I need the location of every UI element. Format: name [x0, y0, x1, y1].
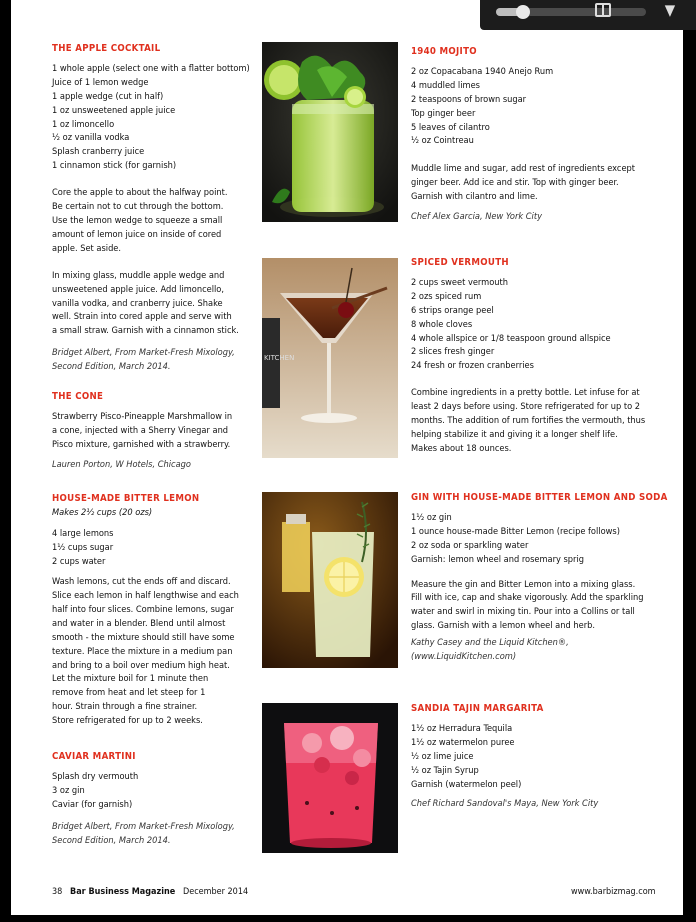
page-slider-knob[interactable] — [516, 5, 530, 19]
bitter-lemon-instructions: Wash lemons, cut the ends off and discard. Slice each lemon in half lengthwise and each half into four slices. Combine lemons, sugar and water in a blender. Blend until almost smooth - the mixture should still have some texture. Place the mixture in a medium pan and bring to a boil over medium high heat. Let the mixture boil for 1 minute then remove from heat and let steep for 1 hour. Strain through a fine strainer. Store refrigerated for up to 2 weeks. — [52, 576, 239, 727]
magazine-page — [11, 0, 683, 915]
mojito-title: 1940 MOJITO — [411, 46, 477, 57]
vermouth-ingredients: 2 cups sweet vermouth 2 ozs spiced rum 6 strips orange peel 8 whole cloves 4 whole allspice or 1/8 teaspoon ground allspice 2 slices fresh ginger 24 fresh or frozen cranberries — [411, 276, 611, 372]
left-column — [52, 42, 252, 848]
mojito-ingredients: 2 oz Copacabana 1940 Anejo Rum 4 muddled limes 2 teaspoons of brown sugar Top ginger beer 5 leaves of cilantro ½ oz Cointreau — [411, 65, 554, 147]
spiced-vermouth-title: SPICED VERMOUTH — [411, 257, 509, 268]
caviar-credit: Bridget Albert, From Market-Fresh Mixology, Second Edition, March 2014. — [52, 820, 235, 846]
bitter-lemon-ingredients: 4 large lemons 1½ cups sugar 2 cups water — [52, 528, 114, 568]
footer-url: www.barbizmag.com — [571, 887, 656, 897]
apple-instructions-1: Core the apple to about the halfway point. Be certain not to cut through the bottom. Use the lemon wedge to squeeze a small amount of lemon juice on inside of cored apple. Set aside. — [52, 187, 228, 254]
gin-title: GIN WITH HOUSE-MADE BITTER LEMON AND SODA — [411, 492, 668, 503]
bitter-lemon-title: HOUSE-MADE BITTER LEMON — [52, 492, 200, 504]
caviar-ingredients: Splash dry vermouth 3 oz gin Caviar (for garnish) — [52, 770, 139, 810]
gin-ingredients: 1½ oz gin 1 ounce house-made Bitter Lemon (recipe follows) 2 oz soda or sparkling water Garnish: lemon wheel and rosemary sprig — [411, 511, 620, 565]
viewer-toolbar — [480, 0, 696, 30]
spiced-vermouth-photo — [262, 258, 398, 458]
gin-instructions: Measure the gin and Bitter Lemon into a mixing glass. Fill with ice, cap and shake vigorously. Add the sparkling water and swirl in mixing tin. Pour into a Collins or tall glass. Garnish with a lemon wheel and herb. — [411, 578, 644, 632]
mojito-instructions: Muddle lime and sugar, add rest of ingredients except ginger beer. Add ice and stir. Top with ginger beer. Garnish with cilantro and lime. — [411, 163, 636, 203]
gin-lemon-soda-photo — [262, 492, 398, 668]
footer-left — [52, 887, 248, 897]
chevron-down-icon[interactable]: ▼ — [664, 1, 676, 19]
page-number: 38 — [52, 887, 63, 897]
sandia-credit: Chef Richard Sandoval's Maya, New York City — [411, 798, 599, 810]
cone-credit: Lauren Porton, W Hotels, Chicago — [52, 458, 191, 470]
sandia-block — [411, 702, 671, 811]
page-slider[interactable] — [496, 8, 646, 16]
apple-instructions-2: In mixing glass, muddle apple wedge and unsweetened apple juice. Add limoncello, vanilla vodka, and cranberry juice. Shake well. Strain into cored apple and serve with a small straw. Garnish with a cinnamon stick. — [52, 269, 239, 337]
page-view-icon[interactable] — [595, 3, 611, 17]
apple-credit: Bridget Albert, From Market-Fresh Mixology, Second Edition, March 2014. — [52, 347, 235, 373]
sandia-ingredients: 1½ oz Herradura Tequila 1½ oz watermelon puree ½ oz lime juice ½ oz Tajin Syrup Garnish (watermelon peel) — [411, 722, 522, 790]
magazine-name: Bar Business Magazine — [70, 887, 176, 897]
apple-ingredients: 1 whole apple (select one with a flatter bottom) Juice of 1 lemon wedge 1 apple wedge (cut in half) 1 oz unsweetened apple juice 1 oz limoncello ½ oz vanilla vodka Splash cranberry juice 1 cinnamon stick (for garnish) — [52, 62, 250, 172]
sandia-margarita-photo — [262, 703, 398, 853]
caviar-martini-title: CAVIAR MARTINI — [52, 751, 136, 763]
cone-title: THE CONE — [52, 391, 104, 403]
sandia-title: SANDIA TAJIN MARGARITA — [411, 703, 544, 714]
gin-block — [411, 491, 677, 664]
mojito-photo — [262, 42, 398, 222]
bottle-label-text: KITCHEN — [264, 354, 295, 362]
mojito-credit: Chef Alex Garcia, New York City — [411, 211, 542, 223]
vermouth-instructions: Combine ingredients in a pretty bottle. Let infuse for at least 2 days before using. Store refrigerated for up to 2 months. The addition of rum fortifies the vermouth, thus helping stabilize it and giving it a longer shelf life. Makes about 18 ounces. — [411, 387, 646, 454]
bitter-lemon-yield: Makes 2½ cups (20 ozs) — [52, 507, 153, 519]
gin-credit: Kathy Casey and the Liquid Kitchen®, (www.LiquidKitchen.com) — [411, 637, 569, 663]
cone-description: Strawberry Pisco-Pineapple Marshmallow in a cone, injected with a Sherry Vinegar and Pisco mixture, garnished with a strawberry. — [52, 410, 233, 450]
right-column — [411, 45, 671, 224]
vermouth-block — [411, 256, 671, 456]
issue-date: December 2014 — [182, 887, 249, 897]
apple-cocktail-title: THE APPLE COCKTAIL — [52, 43, 161, 54]
